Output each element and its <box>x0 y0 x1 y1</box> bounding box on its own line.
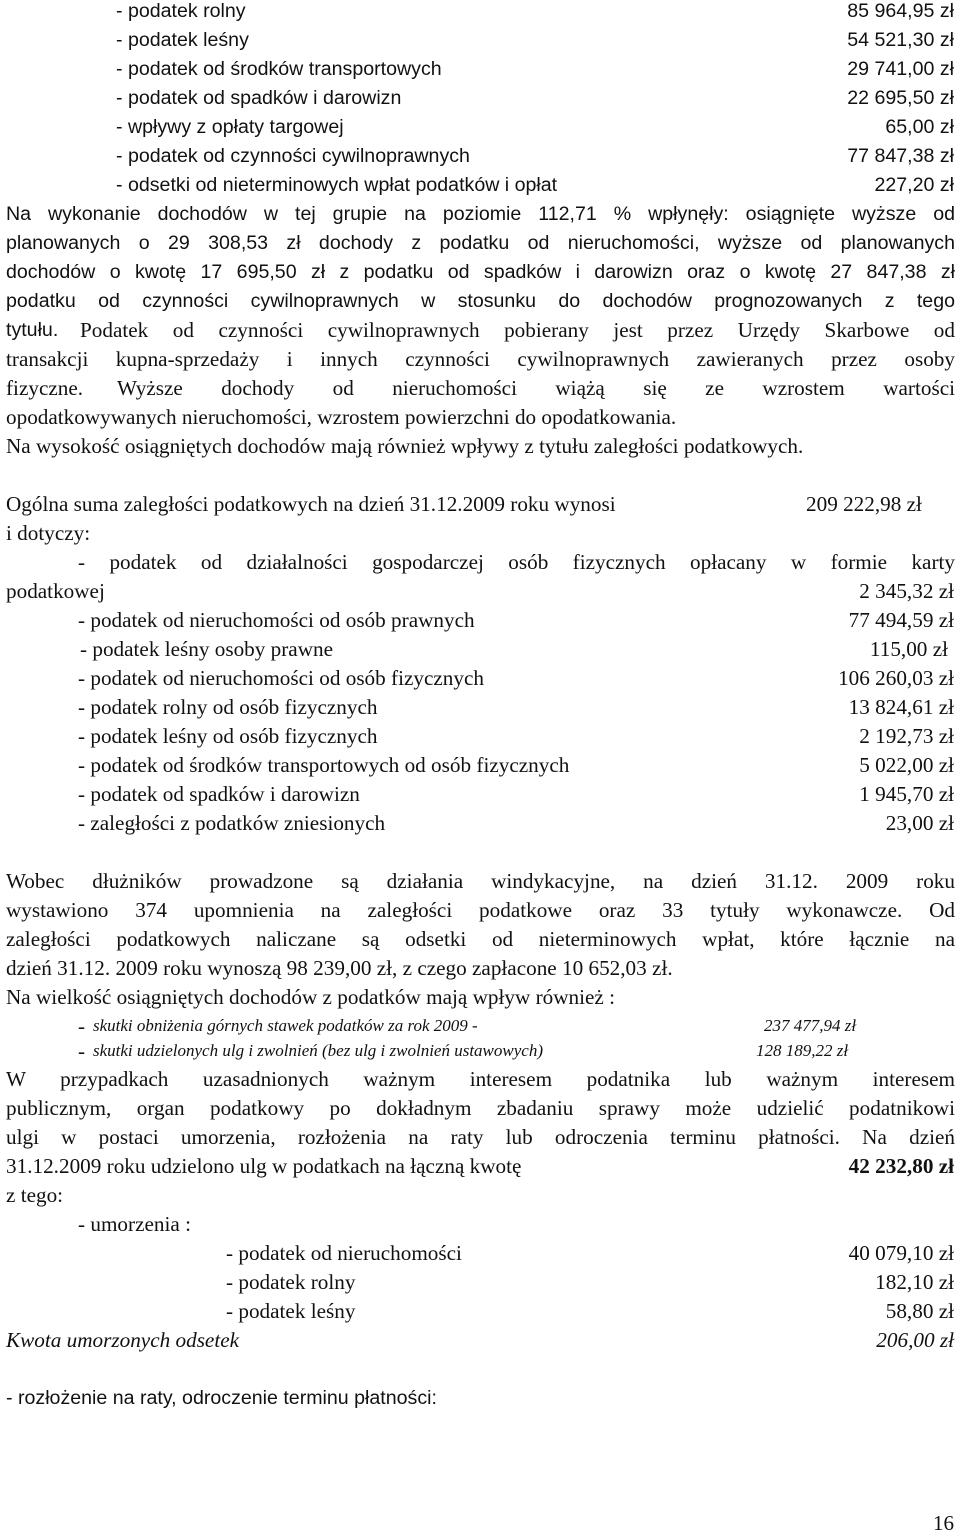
effect-label: skutki udzielonych ulg i zwolnień (bez ulg i zwolnień ustawowych) <box>93 1041 543 1060</box>
effect-amount: 128 189,22 zł <box>756 1041 849 1060</box>
cancellation-amount: 40 079,10 zł <box>848 1241 954 1265</box>
arrears-item-amount: 2 345,32 zł <box>859 579 954 603</box>
arrears-item-label: - podatek od nieruchomości od osób prawnych <box>78 608 475 632</box>
paragraph-line: ulgi w postaci umorzenia, rozłożenia na raty lub odroczenia terminu płatności. Na dzień <box>6 1125 955 1149</box>
paragraph-line: fizyczne. <box>6 376 84 400</box>
tax-item-amount: 54 521,30 zł <box>847 29 954 51</box>
arrears-item-label: podatkowej <box>6 579 105 603</box>
paragraph-line: zaległości podatkowych naliczane są odsetki od nieterminowych wpłat, które łącznie na <box>6 927 955 951</box>
tax-item-amount: 29 741,00 zł <box>847 58 954 80</box>
tax-item-label: - podatek leśny <box>116 29 249 51</box>
effect-dash: - <box>78 1014 86 1038</box>
paragraph-line: wystawiono 374 upomnienia na zaległości podatkowe oraz 33 tytuły wykonawcze. Od <box>6 898 955 922</box>
arrears-item-amount: 1 945,70 zł <box>859 782 954 806</box>
arrears-item-amount: 115,00 zł <box>869 637 948 661</box>
cancellation-label: - podatek rolny <box>226 1270 356 1294</box>
paragraph-line: Wyższe dochody od nieruchomości wiążą się ze wzrostem wartości <box>117 376 955 400</box>
tax-item-label: - podatek rolny <box>116 0 246 22</box>
arrears-item-amount: 23,00 zł <box>885 811 954 835</box>
arrears-item-amount: 77 494,59 zł <box>848 608 954 632</box>
page-number: 16 <box>933 1511 954 1535</box>
tax-item-label: - podatek od czynności cywilnoprawnych <box>116 145 470 167</box>
paragraph-line: publicznym, organ podatkowy po dokładnym zbadaniu sprawy może udzielić podatnikowi <box>6 1096 955 1120</box>
arrears-label: Ogólna suma zaległości podatkowych na dzień 31.12.2009 roku wynosi <box>6 492 616 516</box>
paragraph-line: tytułu. <box>6 319 59 341</box>
arrears-item-label: - podatek od spadków i darowizn <box>78 782 360 806</box>
paragraph-line: dzień 31.12. 2009 roku wynoszą 98 239,00 zł, z czego zapłacone 10 652,03 zł. <box>6 956 673 980</box>
tax-item-label: - odsetki od nieterminowych wpłat podatków i opłat <box>116 174 558 196</box>
arrears-item-amount: 106 260,03 zł <box>838 666 954 690</box>
arrears-item-label: - podatek rolny od osób fizycznych <box>78 695 378 719</box>
cancellation-label: - podatek leśny <box>226 1299 356 1323</box>
interest-label: Kwota umorzonych odsetek <box>6 1328 240 1352</box>
tax-item-amount: 22 695,50 zł <box>847 87 954 109</box>
paragraph-line: Wobec dłużników prowadzone są działania windykacyjne, na dzień 31.12. 2009 roku <box>6 869 955 893</box>
arrears-item-amount: 2 192,73 zł <box>859 724 954 748</box>
paragraph-line: opodatkowywanych nieruchomości, wzrostem powierzchni do opodatkowania. <box>6 405 677 429</box>
effect-label: skutki obniżenia górnych stawek podatków za rok 2009 - <box>93 1016 478 1035</box>
tax-item-amount: 227,20 zł <box>874 174 954 196</box>
arrears-item-amount: 5 022,00 zł <box>859 753 954 777</box>
paragraph-line: W przypadkach uzasadnionych ważnym interesem podatnika lub ważnym interesem <box>6 1067 955 1091</box>
tax-item-amount: 65,00 zł <box>885 116 954 138</box>
cancellation-amount: 58,80 zł <box>885 1299 954 1323</box>
paragraph-line: 31.12.2009 roku udzielono ulg w podatkach na łączną kwotę <box>6 1154 522 1178</box>
arrears-item-amount: 13 824,61 zł <box>848 695 954 719</box>
arrears-item-label: - podatek od nieruchomości od osób fizycznych <box>78 666 484 690</box>
tax-item-label: - podatek od środków transportowych <box>116 58 442 80</box>
paragraph-line: planowanych o 29 308,53 zł dochody z podatku od nieruchomości, wyższe od planowanych <box>6 232 955 254</box>
installments-label: - rozłożenie na raty, odroczenie terminu płatności: <box>6 1387 437 1409</box>
arrears-item-label: - podatek od środków transportowych od osób fizycznych <box>78 753 570 777</box>
paragraph-line: Na wykonanie dochodów w tej grupie na poziomie 112,71 % wpłynęły: osiągnięte wyższe od <box>6 203 955 225</box>
interest-amount: 206,00 zł <box>876 1328 954 1352</box>
arrears-amount: 209 222,98 zł <box>806 492 922 516</box>
cancellation-label: - podatek od nieruchomości <box>226 1241 462 1265</box>
tax-item-label: - wpływy z opłaty targowej <box>116 116 344 138</box>
paragraph-line: transakcji kupna-sprzedaży i innych czynności cywilnoprawnych zawieranych przez osoby <box>6 347 955 371</box>
tax-item-amount: 85 964,95 zł <box>847 0 954 22</box>
arrears-intro: i dotyczy: <box>6 521 91 545</box>
arrears-item-label: - zaległości z podatków zniesionych <box>78 811 386 835</box>
effects-intro: Na wielkość osiągniętych dochodów z podatków mają wpływ również : <box>6 985 615 1009</box>
paragraph-line: dochodów o kwotę 17 695,50 zł z podatku od spadków i darowizn oraz o kwotę 27 847,38 zł <box>6 261 955 283</box>
arrears-item-label: - podatek od działalności gospodarczej osób fizycznych opłacany w formie karty <box>78 550 955 574</box>
relief-total: 42 232,80 zł <box>848 1154 954 1178</box>
arrears-item-label: - podatek leśny osoby prawne <box>80 637 334 661</box>
effect-amount: 237 477,94 zł <box>764 1016 857 1035</box>
paragraph-line: podatku od czynności cywilnoprawnych w stosunku do dochodów prognozowanych z tego <box>6 290 955 312</box>
paragraph-line: Podatek od czynności cywilnoprawnych pobierany jest przez Urzędy Skarbowe od <box>80 318 955 342</box>
arrears-item-label: - podatek leśny od osób fizycznych <box>78 724 378 748</box>
tax-item-amount: 77 847,38 zł <box>847 145 954 167</box>
cancellations-label: - umorzenia : <box>78 1212 191 1236</box>
cancellation-amount: 182,10 zł <box>875 1270 954 1294</box>
tax-item-label: - podatek od spadków i darowizn <box>116 87 402 109</box>
effect-dash: - <box>78 1039 86 1063</box>
of-which-label: z tego: <box>6 1183 64 1207</box>
paragraph-line: Na wysokość osiągniętych dochodów mają również wpływy z tytułu zaległości podatkowych. <box>6 434 804 458</box>
